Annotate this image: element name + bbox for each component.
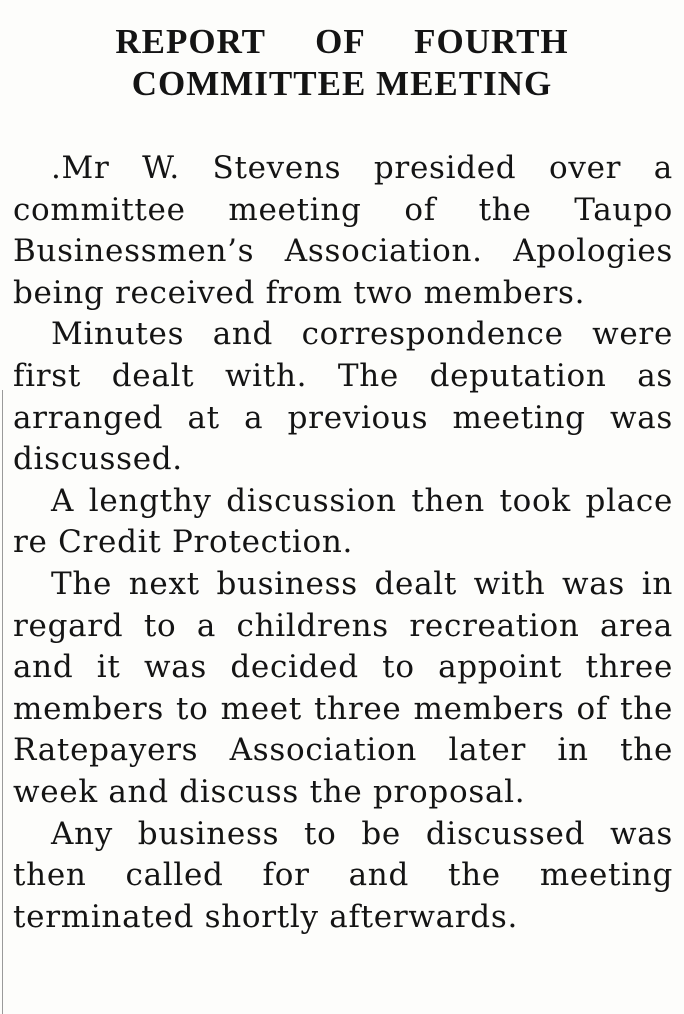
column-edge-rule bbox=[2, 390, 3, 1014]
paragraph-4: The next business dealt with was in regard to a childrens recreation area and it was decided to appoint three members to meet three members of the Ratepayers Association later in the week and discuss the proposal. bbox=[13, 565, 673, 810]
paragraph-2: Minutes and correspondence were first dealt with. The deputation as arranged at a previous meeting was discussed. bbox=[13, 316, 673, 478]
headline-line-1: REPORT OF FOURTH bbox=[115, 22, 569, 61]
headline-line-2: COMMITTEE MEETING bbox=[131, 64, 553, 103]
paragraph-5: Any business to be discussed was then called for and the meeting terminated shortly afterwards. bbox=[13, 815, 673, 935]
article-body bbox=[13, 148, 673, 938]
paragraph-3: A lengthy discussion then took place re Credit Protection. bbox=[13, 482, 673, 561]
paragraph-1: .Mr W. Stevens presided over a committee meeting of the Taupo Businessmen’s Association. Apologies being received from two members. bbox=[13, 150, 673, 311]
